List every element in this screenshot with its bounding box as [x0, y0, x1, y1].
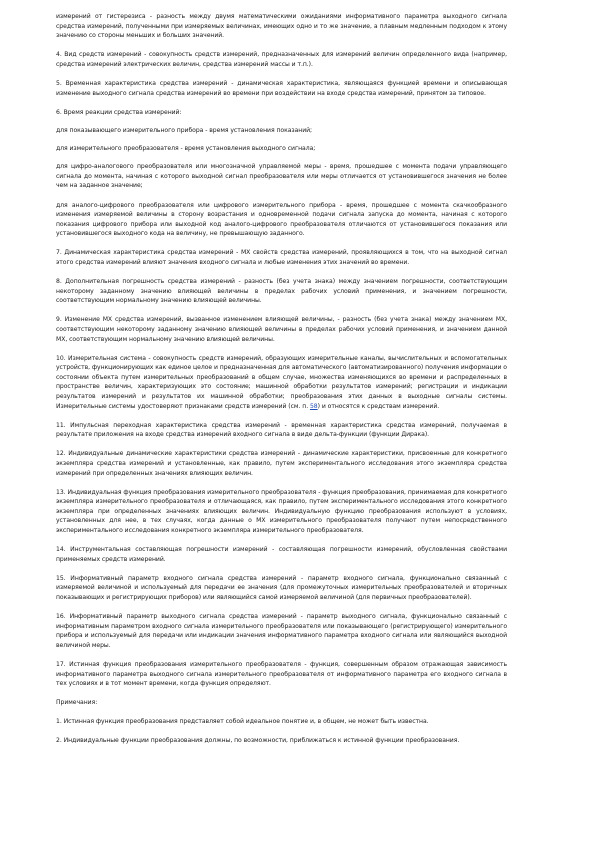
paragraph-gisterezis-tail: измерений от гистерезиса - разность между двумя математическими ожиданиями информативного параметра выходного сигнала средства измерений, полученными при измеряемых величинах, имеющих одно и то же значение, а плавным медленным подходом к этому значению со стороны меньших и больших значений. [56, 13, 507, 40]
cross-reference-link[interactable]: 58 [309, 402, 318, 410]
paragraph-6-cap: для цифро-аналогового преобразователя или многозначной управляемой меры - время, прошедшее с момента подачи управляющего сигнала до момента, начиная с которого выходной сигнал преобразователя или меры отличается от установившегося значения не более чем на заданное значение; [56, 163, 507, 190]
paragraph-15-informativnyj-vhodnoj: 15. Информативный параметр входного сигнала средства измерений - параметр входного сигнала, функционально связанный с измеряемой величиной и используемый для передачи ее значения (для промежуточных измерительных преобразователей и вторичных показывающих и регистрирующих приборов) или являющийся самой измеряемой величиной (для первичных преобразователей). [56, 574, 507, 601]
paragraph-8-dopolnitelnaya: 8. Дополнительная погрешность средства измерений - разность (без учета знака) между значением погрешности, соответствующим некоторому заданному значению влияющей величины в пределах рабочих условий применения, и значением погрешности, соответствующим нормальному значению влияющей величины. [56, 278, 507, 305]
paragraph-10-text-before: 10. Измерительная система - совокупность средств измерений, образующих измерительные каналы, вычислительных и вспомогательных устройств, функционирующих как единое целое и предназначенная для автоматического (автоматизированного) получения информации о состоянии объекта путем измерительных преобразований в общем случае, множества изменяющихся во времени и распределенных в пространстве величин, характеризующих это состояние; машинной обработки результатов измерений; регистрации и индикации результатов измерений и результатов их машинной обработки; преобразования этих данных в выходные сигналы системы. Измерительные системы удостоверяют признаками средств измерений (см. п. [56, 354, 507, 410]
paragraph-6-acp: для аналого-цифрового преобразователя или цифрового измерительного прибора - время, прошедшее с момента скачкообразного изменения измеряемой величины в сторону возрастания и одновременной подачи сигнала запуска до момента, начиная с которого показания цифрового прибора или выходной код аналого-цифрового преобразователя отличаются от установившегося показания или установившегося выходного кода на величину, не превышающую заданного. [56, 201, 507, 238]
paragraph-5-vremennaya-harakteristika: 5. Временная характеристика средства измерений - динамическая характеристика, являющаяся функцией времени и описывающая изменение выходного сигнала средства измерений во времени при воздействии на входе средства измерений, принятом за типовое. [56, 79, 507, 97]
paragraph-12-individualnye-dinamicheskie: 12. Индивидуальные динамические характеристики средства измерений - динамические характеристики, присвоенные для конкретного экземпляра средства измерений и установленные, как правило, путем экспериментального исследования этого экземпляра средства измерений при определенных значениях влияющих величин. [56, 450, 507, 477]
notes-heading: Примечания: [56, 699, 98, 707]
paragraph-6-preobrazovatel: для измерительного преобразователя - время установления выходного сигнала; [56, 145, 316, 153]
paragraph-11-impulsnaya: 11. Импульсная переходная характеристика средства измерений - временная характеристика средства измерений, получаемая в результате приложения на входе средства измерений входного сигнала в виде дельта-функции (функции Дирака). [56, 421, 507, 439]
note-1: 1. Истинная функция преобразования представляет собой идеальное понятие и, в общем, не может быть известна. [56, 718, 429, 726]
paragraph-6-pokazyvayushchij: для показывающего измерительного прибора - время установления показаний; [56, 126, 313, 134]
paragraph-9-izmenenie-mh: 9. Изменение МХ средства измерений, вызванное изменением влияющей величины, - разность (без учета знака) между значением МХ, соответствующим некоторому заданному значению влияющей величины в пределах рабочих условий применения, и значением данной МХ, соответствующим нормальному значению влияющей величины. [56, 316, 507, 343]
paragraph-10-izmeritelnaya-sistema [56, 354, 507, 412]
paragraph-6-vremya-reakcii: 6. Время реакции средства измерений: [56, 108, 182, 116]
paragraph-16-informativnyj-vyhodnoj: 16. Информативный параметр выходного сигнала средства измерений - параметр выходного сигнала, функционально связанный с информативным параметром входного сигнала измерительного преобразователя или показывающего (регистрирующего) измерительного прибора и используемый для передачи или индикации значения информативного параметра входного сигнала или являющийся выходной величиной меры. [56, 613, 507, 649]
note-2: 2. Индивидуальные функции преобразования должны, по возможности, приближаться к истинной функции преобразования. [56, 737, 460, 745]
paragraph-4-vid-sredstv: 4. Вид средств измерений - совокупность средств измерений, предназначенных для измерений величин определенного вида (например, средства измерений электрических величин, средства измерений массы и т.п.). [56, 51, 507, 68]
paragraph-10-text-after: ) и относятся к средствам измерений. [317, 402, 440, 410]
paragraph-17-istinnaya-funkciya: 17. Истинная функция преобразования измерительного преобразователя - функция, совершенным образом отражающая зависимость информативного параметра выходного сигнала измерительного преобразователя от информативного параметра его входного сигнала в тех условиях и в тот момент времени, когда функция определяют. [56, 660, 507, 688]
paragraph-13-individualnaya-funkciya: 13. Индивидуальная функция преобразования измерительного преобразователя - функция преобразования, принимаемая для конкретного экземпляра измерительного преобразователя и отличающаяся, как правило, путем экспериментального исследования этого конкретного экземпляра при определенных значениях влияющих величин. Индивидуальную функцию преобразования используют в условиях, установленных для нее, в тех случаях, когда данные о МХ измерительного преобразователя получают путем непосредственного экспериментального исследования конкретного экземпляра измерительного преобразователя. [56, 488, 507, 535]
paragraph-14-instrumentalnaya: 14. Инструментальная составляющая погрешности измерений - составляющая погрешности измерений, обусловленная свойствами применяемых средств измерений. [56, 546, 507, 563]
paragraph-7-dinamicheskaya: 7. Динамическая характеристика средства измерений - МХ свойств средства измерений, проявляющихся в том, что на выходной сигнал этого средства измерений влияют значения входного сигнала и любые изменения этих значений во времени. [56, 249, 507, 266]
